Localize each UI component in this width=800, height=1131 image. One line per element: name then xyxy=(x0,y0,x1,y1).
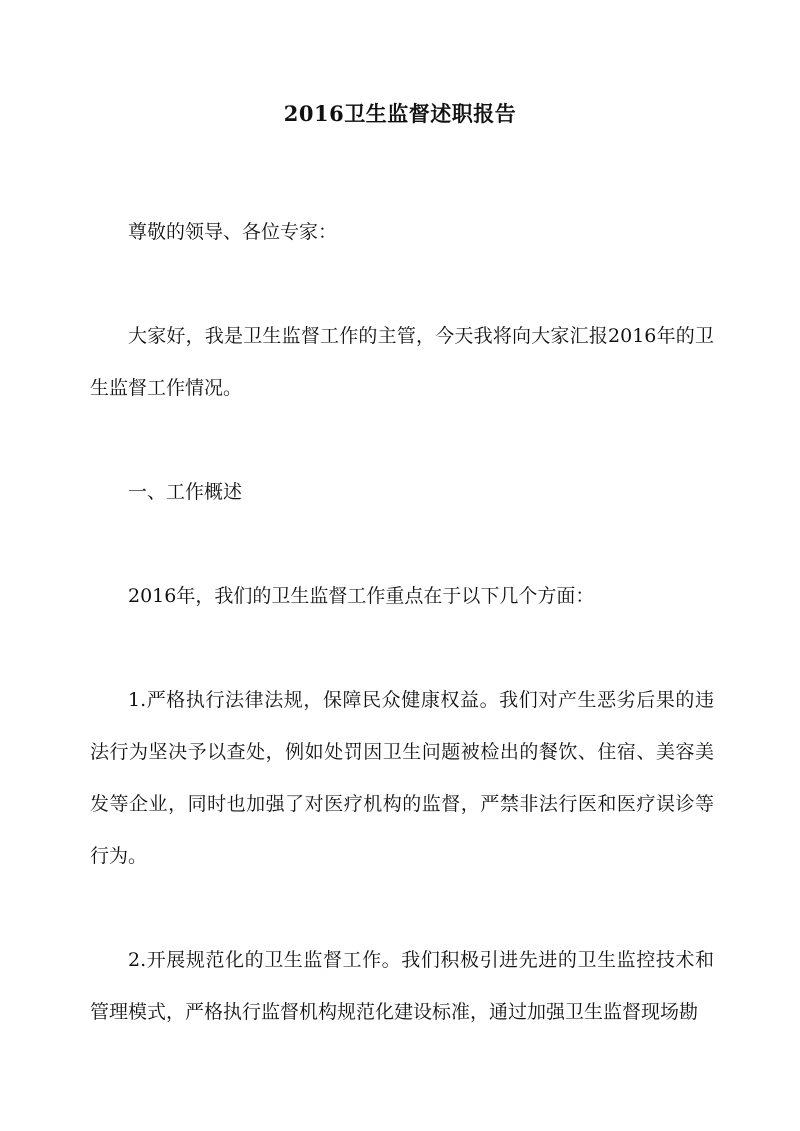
section-heading-overview: 一、工作概述 xyxy=(128,481,243,503)
salutation-paragraph: 尊敬的领导、各位专家： xyxy=(128,221,338,243)
intro-paragraph: 大家好，我是卫生监督工作的主管，今天我将向大家汇报2016年的卫生监督工作情况。 xyxy=(90,325,714,399)
list-item-1: 1.严格执行法律法规，保障民众健康权益。我们对产生恶劣后果的违法行为坚决予以查处，例如处罚因卫生问题被检出的餐饮、住宿、美容美发等企业，同时也加强了对医疗机构的监督，严禁非法行医和医疗误诊等行为。 xyxy=(90,689,714,867)
document-title: 2016卫生监督述职报告 xyxy=(283,101,517,126)
list-item-2: 2.开展规范化的卫生监督工作。我们积极引进先进的卫生监控技术和管理模式，严格执行监督机构规范化建设标准，通过加强卫生监督现场勘 xyxy=(90,949,714,1023)
year-focus-paragraph: 2016年，我们的卫生监督工作重点在于以下几个方面： xyxy=(128,585,595,607)
